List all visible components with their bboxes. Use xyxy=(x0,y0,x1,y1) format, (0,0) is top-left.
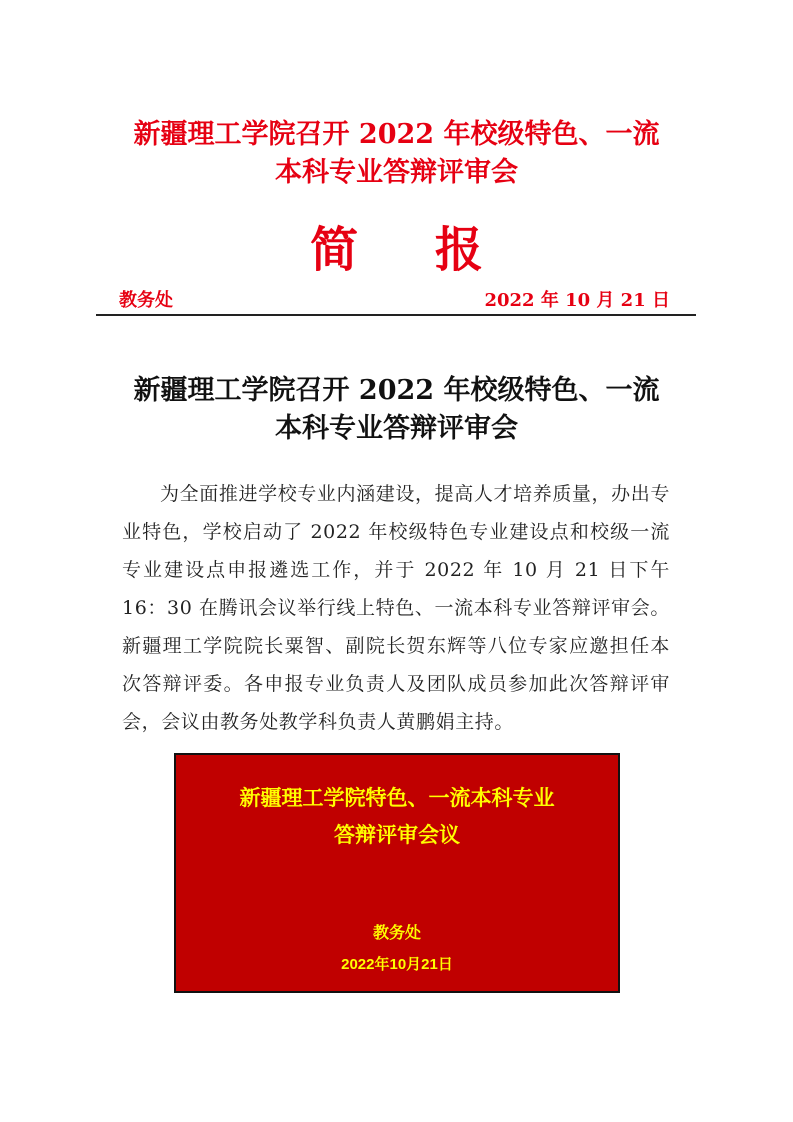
article-paragraph: 为全面推进学校专业内涵建设，提高人才培养质量，办出专业特色，学校启动了 2022 年校级特色专业建设点和校级一流专业建设点申报遴选工作，并于 2022 年 10 月 21 日下午 16：30 在腾讯会议举行线上特色、一流本科专业答辩评审会。新疆理工学院院长粟智、副院长贺东辉等八位专家应邀担任本次答辩评委。各申报专业负责人及团队成员参加此次答辩评审会，会议由教务处教学科负责人黄鹏娟主持。 xyxy=(122,483,670,733)
bulletin-header-title xyxy=(0,116,793,192)
article-title xyxy=(0,372,793,448)
banner-date: 2022年10月21日 xyxy=(341,956,453,973)
header-title-line2: 本科专业答辩评审会 xyxy=(275,157,518,188)
banner-title-line1: 新疆理工学院特色、一流本科专业 xyxy=(239,787,555,810)
header-title-line1: 新疆理工学院召开 2022 年校级特色、一流 xyxy=(133,119,660,150)
banner-title-line2: 答辩评审会议 xyxy=(334,824,460,847)
article-title-line2: 本科专业答辩评审会 xyxy=(275,413,518,444)
article-body xyxy=(122,475,670,741)
bulletin-label: 简 报 xyxy=(310,222,513,278)
meeting-banner-image xyxy=(174,753,620,993)
header-divider xyxy=(96,314,696,316)
banner-department: 教务处 xyxy=(372,925,421,942)
article-title-line1: 新疆理工学院召开 2022 年校级特色、一流 xyxy=(133,375,660,406)
issue-date: 2022 年 10 月 21 日 xyxy=(484,290,670,311)
issuing-department: 教务处 xyxy=(119,290,173,311)
bulletin-meta xyxy=(103,289,670,313)
